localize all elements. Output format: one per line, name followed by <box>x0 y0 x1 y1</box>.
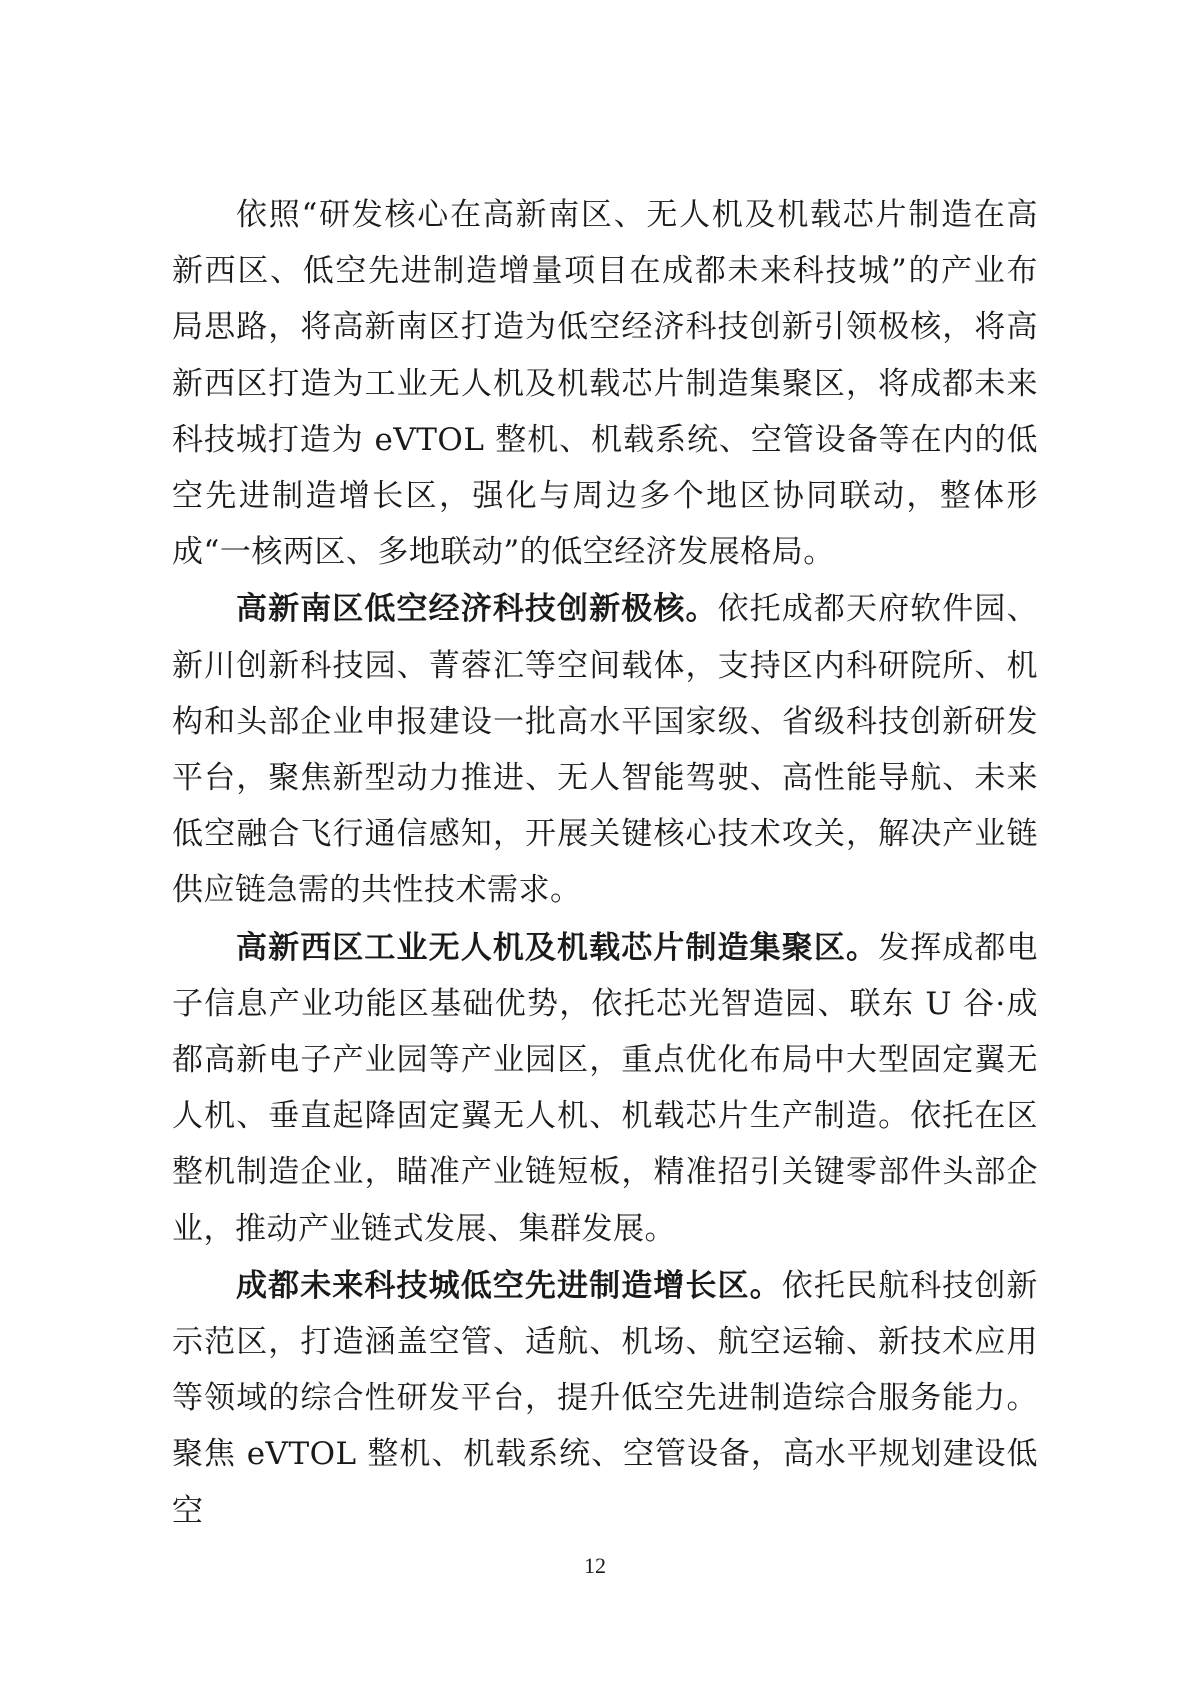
paragraph-west-zone <box>172 920 1038 1257</box>
paragraph-layout-intro <box>172 187 1038 580</box>
paragraph-heading: 高新西区工业无人机及机载芯片制造集聚区。 <box>236 929 879 966</box>
paragraph-heading: 高新南区低空经济科技创新极核。 <box>236 591 718 628</box>
paragraph-future-tech-city <box>172 1258 1038 1539</box>
paragraph-text: 依托成都天府软件园、新川创新科技园、菁蓉汇等空间载体，支持区内科研院所、机构和头部企业申报建设一批高水平国家级、省级科技创新研发平台，聚焦新型动力推进、无人智能驾驶、高性能导航、未来低空融合飞行通信感知，开展关键核心技术攻关，解决产业链供应链急需的共性技术需求。 <box>172 591 1038 909</box>
page-number: 12 <box>584 1553 606 1578</box>
paragraph-text: 依照“研发核心在高新南区、无人机及机载芯片制造在高新西区、低空先进制造增量项目在成都未来科技城”的产业布局思路，将高新南区打造为低空经济科技创新引领极核，将高新西区打造为工业无人机及机载芯片制造集聚区，将成都未来科技城打造为 eVTOL 整机、机载系统、空管设备等在内的低空先进制造增长区，强化与周边多个地区协同联动，整体形成“一核两区、多地联动”的低空经济发展格局。 <box>172 197 1038 571</box>
paragraph-south-zone <box>172 581 1038 918</box>
paragraph-heading: 成都未来科技城低空先进制造增长区。 <box>236 1267 782 1304</box>
paragraph-text: 发挥成都电子信息产业功能区基础优势，依托芯光智造园、联东 U 谷·成都高新电子产业园等产业园区，重点优化布局中大型固定翼无人机、垂直起降固定翼无人机、机载芯片生产制造。依托在区整机制造企业，瞄准产业链短板，精准招引关键零部件头部企业，推动产业链式发展、集群发展。 <box>172 929 1039 1247</box>
body-text <box>172 187 1038 1540</box>
paragraph-text: 依托民航科技创新示范区，打造涵盖空管、适航、机场、航空运输、新技术应用等领域的综合性研发平台，提升低空先进制造综合服务能力。聚焦 eVTOL 整机、机载系统、空管设备，高水平规划建设低空 <box>172 1267 1039 1529</box>
